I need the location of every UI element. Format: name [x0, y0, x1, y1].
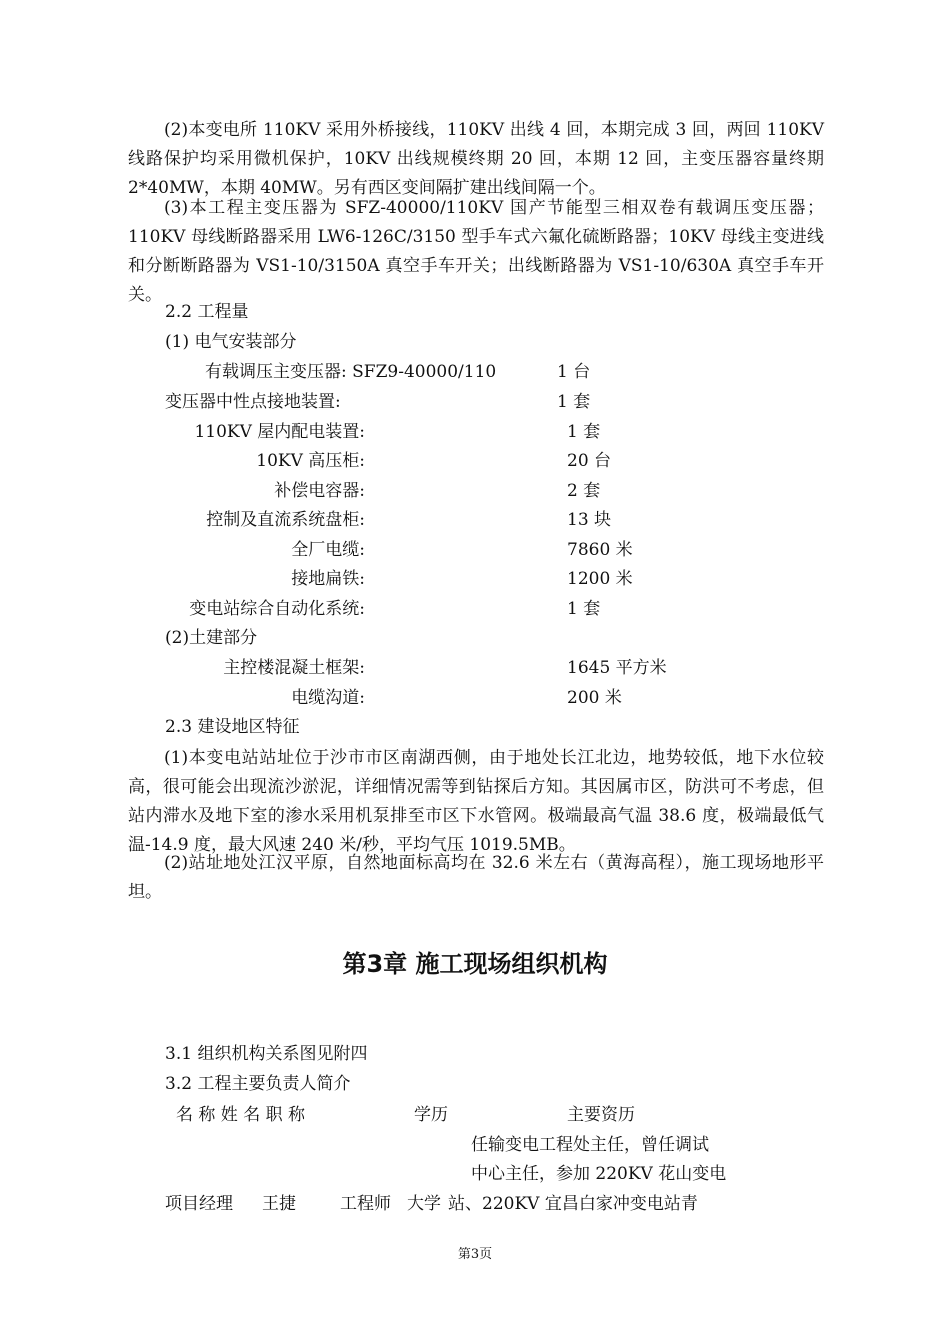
chapter-title: 第3章 施工现场组织机构	[342, 950, 608, 978]
item-label: 110KV 屋内配电装置:	[194, 422, 365, 442]
item-label: 有载调压主变压器: SFZ9-40000/110	[205, 362, 497, 382]
table-header-qualification: 主要资历	[567, 1105, 635, 1125]
item-label: 控制及直流系统盘柜:	[206, 510, 365, 530]
item-qty: 200 米	[567, 688, 622, 708]
item-qty: 1200 米	[567, 569, 633, 589]
item-qty: 1 套	[557, 392, 591, 412]
electrical-heading: (1) 电气安装部分	[165, 332, 297, 352]
item-label: 变电站综合自动化系统:	[189, 599, 365, 619]
person-title: 项目经理	[165, 1194, 233, 1214]
section-heading-2-3: 2.3 建设地区特征	[165, 717, 300, 737]
table-header-name: 名 称 姓 名 职 称	[176, 1105, 306, 1125]
item-label: 电缆沟道:	[291, 688, 365, 708]
person-education: 大学	[407, 1194, 441, 1214]
paragraph-site-1: (1)本变电站站址位于沙市市区南湖西侧，由于地处长江北边，地势较低，地下水位较高，很可能会出现流沙淤泥，详细情况需等到钻探后方知。其因属市区，防洪可不考虑，但站内滞水及地下室的渗水采用机泵排至市区下水管网。极端最高气温 38.6 度，极端最低气温-14.9 度，最大风速 240 米/秒，平均气压 1019.5MB。	[128, 748, 824, 855]
item-label: 接地扁铁:	[291, 569, 365, 589]
person-rank: 工程师	[340, 1194, 391, 1214]
item-qty: 13 块	[567, 510, 612, 530]
section-heading-3-1: 3.1 组织机构关系图见附四	[165, 1044, 368, 1064]
item-qty: 1 套	[567, 599, 601, 619]
page-number: 第3页	[457, 1247, 493, 1262]
item-qty: 20 台	[567, 451, 612, 471]
item-qty: 1 台	[557, 362, 591, 382]
item-label: 10KV 高压柜:	[256, 451, 365, 471]
item-label: 主控楼混凝土框架:	[223, 658, 365, 678]
qualification-line: 任输变电工程处主任，曾任调试	[471, 1135, 709, 1155]
section-heading-3-2: 3.2 工程主要负责人简介	[165, 1074, 351, 1094]
table-header-education: 学历	[414, 1105, 448, 1125]
item-qty: 1645 平方米	[567, 658, 667, 678]
qualification-line: 中心主任，参加 220KV 花山变电	[471, 1164, 727, 1184]
item-label: 变压器中性点接地装置:	[165, 392, 341, 412]
paragraph-2: (2)本变电所 110KV 采用外桥接线，110KV 出线 4 回，本期完成 3 回，两回 110KV 线路保护均采用微机保护，10KV 出线规模终期 20 回，本期 12 回，主变压器容量终期 2*40MW，本期 40MW。另有西区变间隔扩建出线间隔一个。	[128, 120, 824, 198]
item-label: 补偿电容器:	[274, 481, 365, 501]
item-qty: 2 套	[567, 481, 601, 501]
qualification-line: 站、220KV 宜昌白家冲变电站青	[448, 1194, 698, 1214]
item-label: 全厂电缆:	[291, 540, 365, 560]
paragraph-site-2: (2)站址地处江汉平原，自然地面标高均在 32.6 米左右（黄海高程），施工现场地形平坦。	[128, 853, 824, 902]
item-qty: 1 套	[567, 422, 601, 442]
paragraph-3: (3)本工程主变压器为 SFZ-40000/110KV 国产节能型三相双卷有载调压变压器；110KV 母线断路器采用 LW6-126C/3150 型手车式六氟化硫断路器；10KV 母线主变进线和分断断路器为 VS1-10/3150A 真空手车开关；出线断路器为 VS1-10/630A 真空手车开关。	[128, 198, 824, 305]
section-heading-2-2: 2.2 工程量	[165, 302, 249, 322]
civil-heading: (2)土建部分	[165, 628, 258, 648]
person-name: 王捷	[262, 1194, 296, 1214]
item-qty: 7860 米	[567, 540, 633, 560]
